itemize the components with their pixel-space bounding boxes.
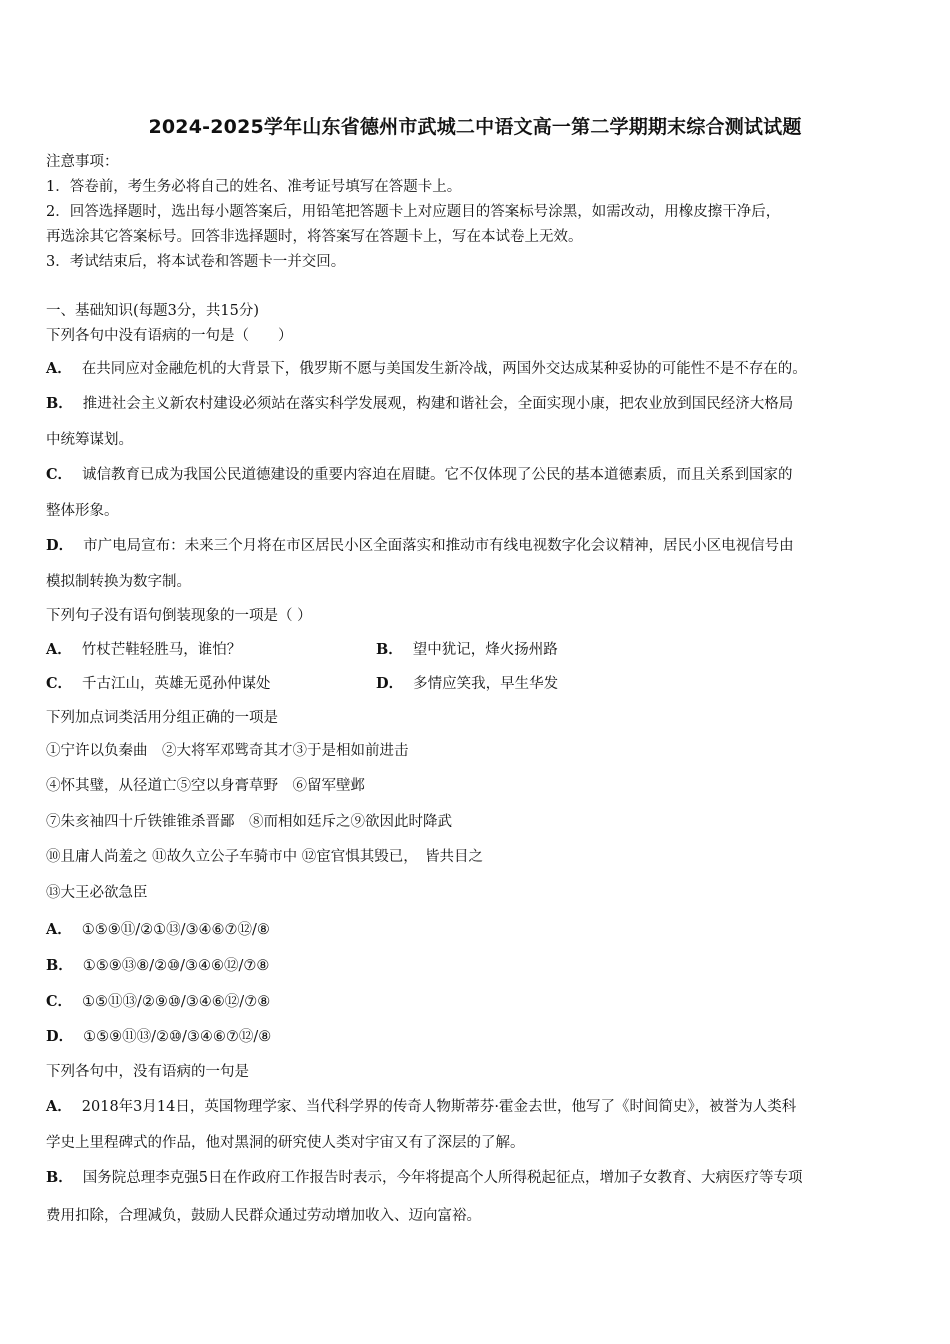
- option-label: B．: [46, 395, 73, 412]
- question-2-option-a: [46, 640, 241, 660]
- notice-item-2b: 再选涂其它答案标号。回答非选择题时，将答案写在答题卡上，写在本试卷上无效。: [46, 229, 583, 245]
- question-1-option-d-cont: 模拟制转换为数字制。: [46, 574, 191, 590]
- question-4-option-a-cont: 学史上里程碑式的作品，他对黑洞的研究使人类对宇宙又有了深层的了解。: [46, 1135, 525, 1151]
- question-4-option-b: [46, 1168, 803, 1188]
- option-label: A．: [46, 641, 72, 658]
- option-label: B．: [46, 957, 73, 974]
- question-3-option-a: [46, 920, 270, 940]
- option-label: A．: [46, 921, 72, 938]
- question-1-option-a: [46, 359, 807, 379]
- notice-item-1: 1．答卷前，考生务必将自己的姓名、准考证号填写在答题卡上。: [46, 179, 462, 195]
- option-label: D．: [46, 537, 74, 554]
- question-3-row-3: ⑦朱亥袖四十斤铁锥锥杀晋鄙 ⑧而相如廷斥之⑨欲因此时降武: [46, 814, 452, 830]
- question-4-option-a: [46, 1097, 796, 1117]
- question-4-option-b-cont: 费用扣除，合理减负，鼓励人民群众通过劳动增加收入、迈向富裕。: [46, 1208, 481, 1224]
- option-label: A．: [46, 1098, 72, 1115]
- question-2-option-c: [46, 674, 271, 694]
- question-1-option-d: [46, 536, 794, 556]
- section-heading: 一、基础知识(每题3分，共15分): [46, 303, 259, 319]
- question-3-row-5: ⑬大王必欲急臣: [46, 885, 148, 901]
- option-text: ①⑤⑪⑬/②⑨⑩/③④⑥⑫/⑦⑧: [82, 994, 271, 1010]
- option-text: 2018年3月14日，英国物理学家、当代科学界的传奇人物斯蒂芬·霍金去世，他写了《时间简史》，被誉为人类科: [81, 1099, 797, 1115]
- question-3-stem: 下列加点词类活用分组正确的一项是: [46, 710, 278, 726]
- option-label: B．: [46, 1169, 73, 1186]
- question-1-option-b-cont: 中统筹谋划。: [46, 432, 133, 448]
- option-label: C．: [46, 675, 73, 692]
- question-3-option-c: [46, 992, 270, 1012]
- option-text: 竹杖芒鞋轻胜马，谁怕？: [81, 642, 242, 658]
- question-1-option-c-cont: 整体形象。: [46, 503, 119, 519]
- notice-heading: 注意事项：: [46, 154, 119, 170]
- question-2-option-d: [376, 674, 558, 694]
- option-text: 市广电局宣布：未来三个月将在市区居民小区全面落实和推动市有线电视数字化会议精神，居民小区电视信号由: [83, 538, 794, 554]
- option-label: D．: [46, 1028, 74, 1045]
- notice-item-3: 3．考试结束后，将本试卷和答题卡一并交回。: [46, 254, 346, 270]
- question-3-option-d: [46, 1027, 271, 1047]
- option-text: ①⑤⑨⑪⑬/②⑩/③④⑥⑦⑫/⑧: [83, 1029, 272, 1045]
- option-text: 多情应笑我，早生华发: [413, 676, 559, 692]
- option-text: 千古江山，英雄无觅孙仲谋处: [82, 676, 271, 692]
- option-label: A．: [46, 360, 72, 377]
- option-label: D．: [376, 675, 404, 692]
- option-label: C．: [46, 466, 73, 483]
- option-text: ①⑤⑨⑬⑧/②⑩/③④⑥⑫/⑦⑧: [82, 958, 270, 974]
- question-2-stem: 下列句子没有语句倒装现象的一项是（ ）: [46, 608, 312, 624]
- question-1-option-b: [46, 394, 793, 414]
- question-1-option-c: [46, 465, 793, 485]
- question-3-row-2: ④怀其璧，从径道亡⑤空以身膏草野 ⑥留军壁邺: [46, 778, 365, 794]
- question-3-option-b: [46, 956, 269, 976]
- option-text: 推进社会主义新农村建设必须站在落实科学发展观，构建和谐社会，全面实现小康，把农业放到国民经济大格局: [82, 396, 794, 412]
- option-text: ①⑤⑨⑪/②①⑬/③④⑥⑦⑫/⑧: [81, 922, 270, 938]
- question-4-stem: 下列各句中，没有语病的一句是: [46, 1064, 249, 1080]
- question-1-stem: 下列各句中没有语病的一句是（ ）: [46, 328, 293, 344]
- option-text: 望中犹记，烽火扬州路: [412, 642, 558, 658]
- notice-item-2a: 2．回答选择题时，选出每小题答案后，用铅笔把答题卡上对应题目的答案标号涂黑，如需改动，用橡皮擦干净后，: [46, 204, 781, 220]
- option-label: C．: [46, 993, 73, 1010]
- option-text: 国务院总理李克强5日在作政府工作报告时表示，今年将提高个人所得税起征点，增加子女教育、大病医疗等专项: [82, 1170, 803, 1186]
- option-label: B．: [376, 641, 403, 658]
- option-text: 在共同应对金融危机的大背景下，俄罗斯不愿与美国发生新冷战，两国外交达成某种妥协的可能性不是不存在的。: [81, 361, 807, 377]
- question-2-option-b: [376, 640, 558, 660]
- option-text: 诚信教育已成为我国公民道德建设的重要内容迫在眉睫。它不仅体现了公民的基本道德素质，而且关系到国家的: [82, 467, 793, 483]
- exam-title: 2024-2025学年山东省德州市武城二中语文高一第二学期期末综合测试试题: [148, 116, 802, 138]
- question-3-row-4: ⑩且庸人尚羞之 ⑪故久立公子车骑市中 ⑫宦官惧其毁已， 皆共目之: [46, 849, 483, 865]
- question-3-row-1: ①宁许以负秦曲 ②大将军邓骘奇其才③于是相如前进击: [46, 743, 409, 759]
